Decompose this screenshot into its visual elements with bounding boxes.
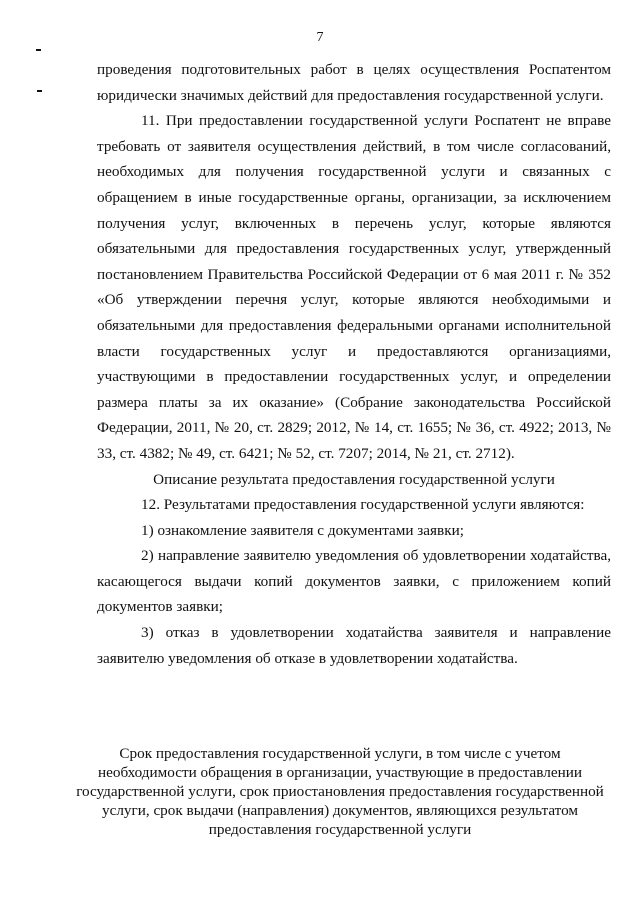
document-body xyxy=(97,57,611,671)
page-number: 7 xyxy=(316,30,324,45)
margin-mark xyxy=(37,90,42,92)
paragraph-11: 11. При предоставлении государственной услуги Роспатент не вправе требовать от заявителя осуществления действий, в том числе согласований, необходимых для получения государственной услуги и связанных с обращением в иные государственные органы, организации, за исключением получения услуг, включенных в перечень услуг, которые являются обязательными для предоставления государственных услуг, утвержденный постановлением Правительства Российской Федерации от 6 мая 2011 г. № 352 «Об утверждении перечня услуг, которые являются необходимыми и обязательными для предоставления федеральными органами исполнительной власти государственных услуг и предоставляются организациями, участвующими в предоставлении государственных услуг, и определении размера платы за их оказание» (Собрание законодательства Российской Федерации, 2011, № 20, ст. 2829; 2012, № 14, ст. 1655; № 36, ст. 4922; 2013, № 33, ст. 4382; № 49, ст. 6421; № 52, ст. 7207; 2014, № 21, ст. 2712). xyxy=(97,112,611,462)
list-item-2: 2) направление заявителю уведомления об удовлетворении ходатайства, касающегося выдачи копий документов заявки, с приложением копий документов заявки; xyxy=(97,547,611,616)
section-heading-term: Срок предоставления государственной услуги, в том числе с учетом необходимости обращения в организации, участвующие в предоставлении государственной услуги, срок приостановления предоставления государственной услуги, срок выдачи (направления) документов, являющихся результатом предоставления государственной услуги xyxy=(76,745,604,838)
section-heading-result: Описание результата предоставления государственной услуги xyxy=(153,470,555,488)
list-item-3: 3) отказ в удовлетворении ходатайства заявителя и направление заявителю уведомления об отказе в удовлетворении ходатайства. xyxy=(97,624,611,667)
paragraph-continuation: проведения подготовительных работ в целях осуществления Роспатентом юридически значимых действий для предоставления государственной услуги. xyxy=(97,61,611,104)
list-item-1: 1) ознакомление заявителя с документами заявки; xyxy=(141,521,464,539)
margin-mark xyxy=(36,49,41,51)
paragraph-12: 12. Результатами предоставления государственной услуги являются: xyxy=(141,496,585,514)
